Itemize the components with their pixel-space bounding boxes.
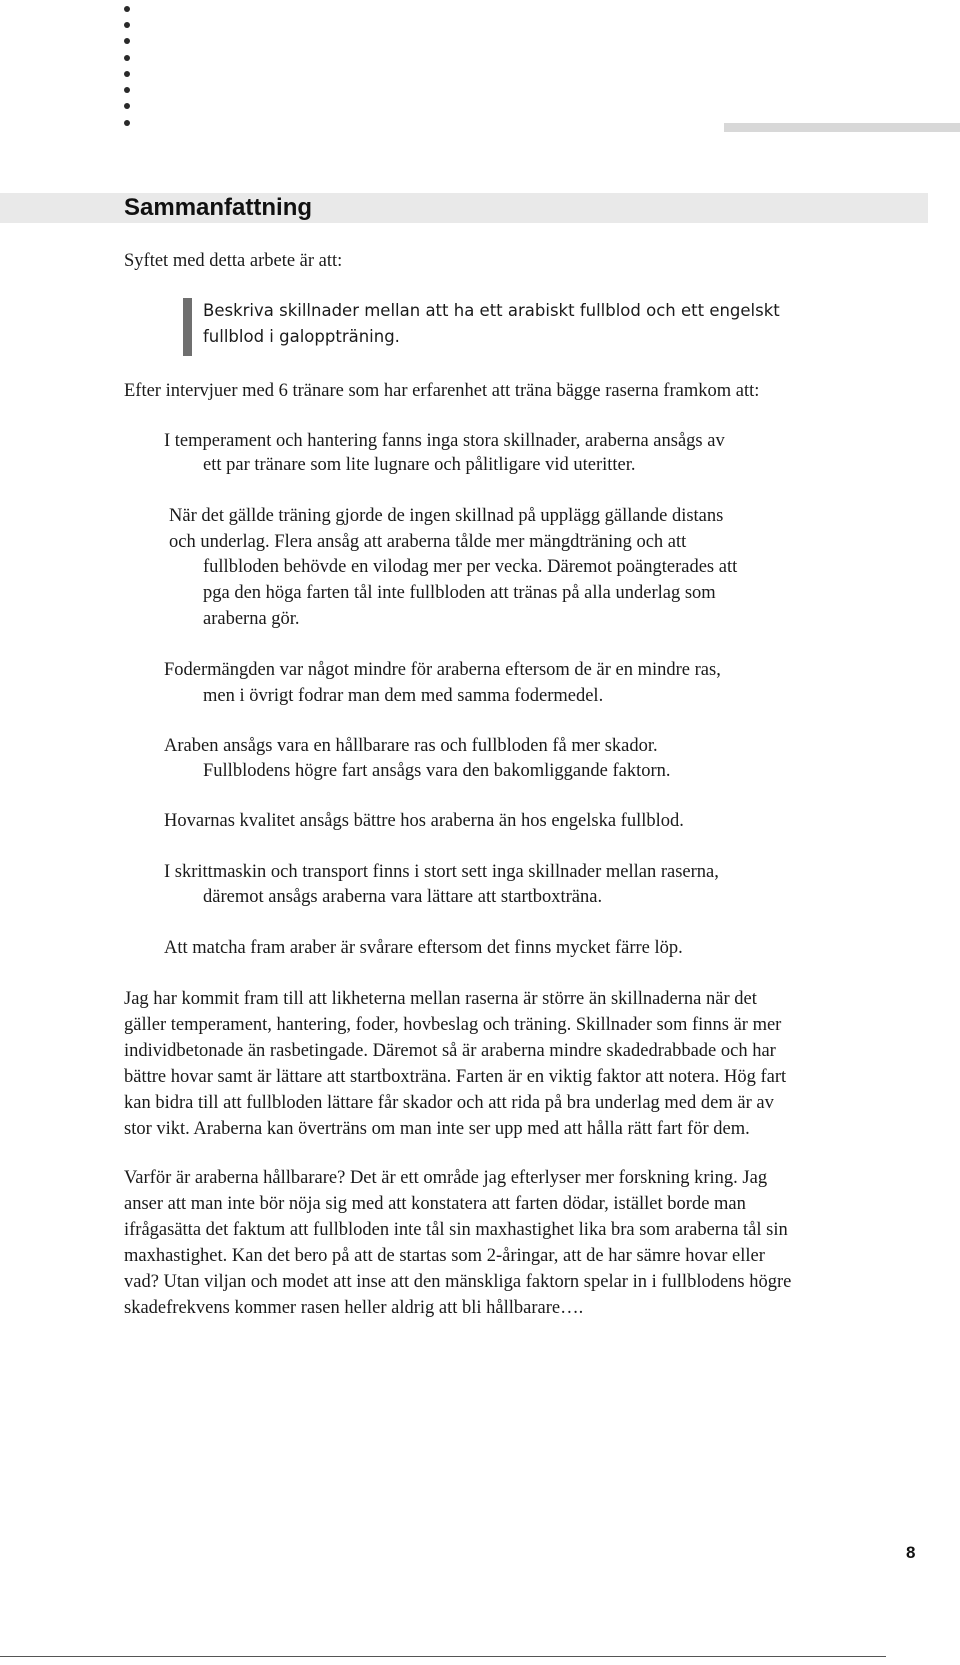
intro-text: Syftet med detta arbete är att: — [124, 251, 343, 271]
finding-line: däremot ansågs araberna vara lättare att startboxträna. — [203, 887, 603, 907]
finding-line: Hovarnas kvalitet ansågs bättre hos araberna än hos engelska fullblod. — [164, 811, 684, 831]
conclusion-line: bättre hovar samt är lättare att startboxträna. Farten är en viktig faktor att notera. Hög fart — [124, 1067, 787, 1087]
finding-line: När det gällde träning gjorde de ingen skillnad på upplägg gällande distans — [169, 506, 724, 526]
question-line: Varför är araberna hållbarare? Det är ett område jag efterlyser mer forskning kring. Jag — [124, 1168, 768, 1188]
finding-line: pga den höga farten tål inte fullbloden att tränas på alla underlag som — [203, 583, 716, 603]
finding-line: och underlag. Flera ansåg att araberna tålde mer mängdträning och att — [169, 532, 687, 552]
finding-line: I skrittmaskin och transport finns i stort sett inga skillnader mellan raserna, — [164, 862, 719, 882]
dot — [124, 120, 130, 126]
question-line: anser att man inte bör nöja sig med att konstatera att farten dödar, istället borde man — [124, 1194, 746, 1214]
conclusion-line: stor vikt. Araberna kan överträns om man inte ser upp med att hålla rätt fart för dem. — [124, 1119, 750, 1139]
aim-line: fullblod i galoppträning. — [203, 327, 400, 346]
finding-line: Fullblodens högre fart ansågs vara den bakomliggande faktorn. — [203, 761, 671, 781]
aim-line: Beskriva skillnader mellan att ha ett arabiskt fullblod och ett engelskt — [203, 301, 780, 320]
question-line: maxhastighet. Kan det bero på att de startas som 2-åringar, att de har sämre hovar eller — [124, 1246, 765, 1266]
page-number: 8 — [906, 1543, 916, 1562]
finding-line: Att matcha fram araber är svårare eftersom det finns mycket färre löp. — [164, 938, 683, 958]
conclusion-line: kan bidra till att fullbloden lättare får skador och att rida på bra underlag med dem är av — [124, 1093, 774, 1113]
conclusion-line: individbetonade än rasbetingade. Däremot så är araberna mindre skadedrabbade och har — [124, 1041, 776, 1061]
quote-bar — [183, 298, 192, 356]
dot — [124, 38, 130, 44]
conclusion-line: gäller temperament, hantering, foder, hovbeslag och träning. Skillnader som finns är mer — [124, 1015, 782, 1035]
top-right-rule — [724, 123, 960, 132]
footer-rule — [0, 1656, 886, 1657]
dot — [124, 6, 130, 12]
dot — [124, 22, 130, 28]
finding-line: Fodermängden var något mindre för araberna eftersom de är en mindre ras, — [164, 660, 721, 680]
finding-line: fullbloden behövde en vilodag mer per vecka. Däremot poängterades att — [203, 557, 738, 577]
finding-line: Araben ansågs vara en hållbarare ras och fullbloden få mer skador. — [164, 736, 658, 756]
interviews-intro: Efter intervjuer med 6 tränare som har erfarenhet att träna bägge raserna framkom att: — [124, 381, 760, 401]
dot — [124, 71, 130, 77]
question-line: vad? Utan viljan och modet att inse att den mänskliga faktorn spelar in i fullblodens högre — [124, 1272, 792, 1292]
finding-line: ett par tränare som lite lugnare och pålitligare vid uteritter. — [203, 455, 636, 475]
dot — [124, 55, 130, 61]
finding-line: araberna gör. — [203, 609, 300, 629]
question-line: skadefrekvens kommer rasen heller aldrig att bli hållbarare…. — [124, 1298, 584, 1318]
section-heading: Sammanfattning — [124, 194, 313, 221]
question-line: ifrågasätta det faktum att fullbloden inte tål sin maxhastighet lika bra som araberna tål sin — [124, 1220, 788, 1240]
dot — [124, 103, 130, 109]
finding-line: I temperament och hantering fanns inga stora skillnader, araberna ansågs av — [164, 431, 725, 451]
conclusion-line: Jag har kommit fram till att likheterna mellan raserna är större än skillnaderna när det — [124, 989, 757, 1009]
finding-line: men i övrigt fodrar man dem med samma fodermedel. — [203, 686, 604, 706]
dot — [124, 87, 130, 93]
